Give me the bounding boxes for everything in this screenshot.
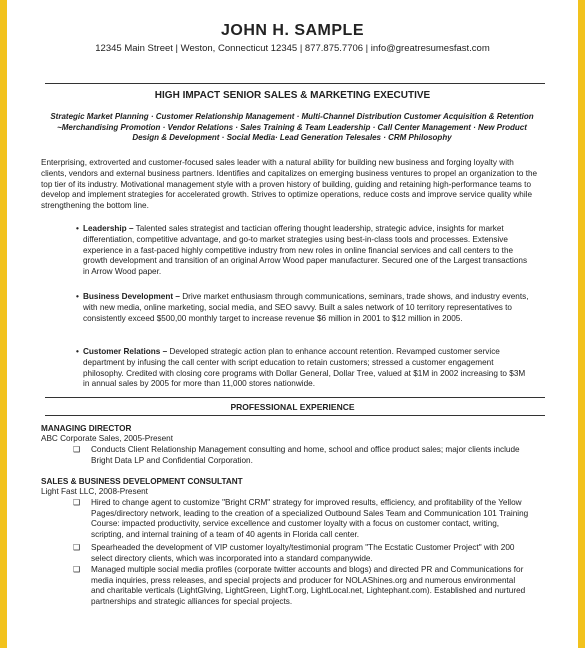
highlight-label: Leadership – [83, 224, 134, 233]
job-title: SALES & BUSINESS DEVELOPMENT CONSULTANT [41, 477, 243, 486]
checkbox-bullet-icon: ❑ [73, 543, 81, 552]
highlight-leadership [76, 224, 533, 278]
resume-page [7, 0, 578, 648]
highlight-text: Developed strategic action plan to enhance account retention. Revamped customer service department by infusing the call center with script education to retain customers; stressed a customer engagement philosophy. Credited with closing core programs with Dollar General, Dollar Tree, valued at $1M in 2002 increasing to $3M in annual sales by 2005 for more than 11,000 stores nationwide. [83, 347, 526, 389]
professional-headline: HIGH IMPACT SENIOR SALES & MARKETING EXECUTIVE [154, 90, 431, 101]
job-title: MANAGING DIRECTOR [41, 424, 132, 433]
job-company: ABC Corporate Sales, 2005-Present [41, 434, 173, 443]
checkbox-bullet-icon: ❑ [73, 565, 81, 574]
job-bullet [73, 565, 531, 607]
job-bullet [73, 445, 531, 466]
bullet-icon: • [76, 224, 79, 233]
contact-line: 12345 Main Street | Weston, Connecticut 12345 | 877.875.7706 | info@greatresumesfast.com [95, 43, 490, 54]
job-bullet [73, 498, 531, 540]
highlight-text: Drive market enthusiasm through communications, seminars, trade shows, and industry events, with new media, online marketing, social media, and SEO savvy. Built a sales network of 10 territory representatives to consistently exceed $500,00 monthly target to increase revenue $6 million in 2001 to $12 million in 2005. [83, 292, 529, 323]
job-bullet [73, 543, 531, 564]
candidate-name: JOHN H. SAMPLE [220, 22, 364, 39]
highlight-text: Talented sales strategist and tactician offering thought leadership, strategic advice, insights for market differentiation, competitive advantage, and go-to market strategies using best-in-class tools and processes. Extensive experience in a fast-paced highly competitive industry from new roles in online financial services and call centers to the growth development and transition of an original Arrow Wood paper manufacturer. Secured one of the Largest transactions in Arrow Wood paper. [83, 224, 528, 277]
highlight-customer-relations [76, 347, 533, 390]
header-divider [45, 83, 545, 84]
job-bullet-text: Conducts Client Relationship Management consulting and home, school and office product sales; major clients include Bright Data LP and Confidential Corporation. [91, 445, 520, 465]
highlight-label: Business Development – [83, 292, 180, 301]
job-bullet-text: Hired to change agent to customize "Bright CRM" strategy for improved results, efficiency, and profitability of the Yellow Pages/directory network, leading to the creation of a specialized Outbound Sales Team and Communication 101 Training Course: impacted productivity, service excellence and customer loyalty with a focus on customer contact, writing, scripting, and internal training of a team of 40 agents in Florida call center. [91, 498, 529, 539]
highlight-label: Customer Relations – [83, 347, 168, 356]
summary-paragraph: Enterprising, extroverted and customer-focused sales leader with a natural ability for building new business and forging loyalty with clients, vendors and external business partners. Identifies and capitalizes on emerging business ventures to propel an organization to the top tier of its industry. Motivational management style with a proven history of building, guiding and retaining high-performance teams to develop and implement strategies for accelerated growth. Strives to optimize operations, reduce costs and improve service quality while strengthening the bottom line. [41, 158, 538, 211]
experience-heading: PROFESSIONAL EXPERIENCE [230, 402, 355, 412]
checkbox-bullet-icon: ❑ [73, 498, 81, 507]
section-divider-top [45, 397, 545, 398]
highlight-business-development [76, 292, 533, 324]
bullet-icon: • [76, 292, 79, 301]
section-divider-bottom [45, 415, 545, 416]
job-bullet-text: Spearheaded the development of VIP customer loyalty/testimonial program "The Ecstatic Customer Project" with 200 select directory clients, which was incorporated into a standard companywide. [91, 543, 515, 563]
core-skills: Strategic Market Planning · Customer Relationship Management · Multi-Channel Distribution Customer Acquisition & Retention ~Merchandising Promotion · Vendor Relations · Sales Training & Team Leadership · Call Center Management · New Product Design & Development · Social Media· Lead Generation Telesales · CRM Philosophy [50, 112, 534, 142]
job-company: Light Fast LLC, 2008-Present [41, 487, 148, 496]
checkbox-bullet-icon: ❑ [73, 445, 81, 454]
job-bullet-text: Managed multiple social media profiles (corporate twitter accounts and blogs) and directed PR and Communications for media inquiries, press releases, and special projects and producer for NOLAShines.org and numerous environmental and charitable verticals (LightGlving, LightGreen, LightT.org, LightLocal.net, Lightephant.com). Established and nurtured partnerships and strategic alliances for special projects. [91, 565, 526, 606]
bullet-icon: • [76, 347, 79, 356]
